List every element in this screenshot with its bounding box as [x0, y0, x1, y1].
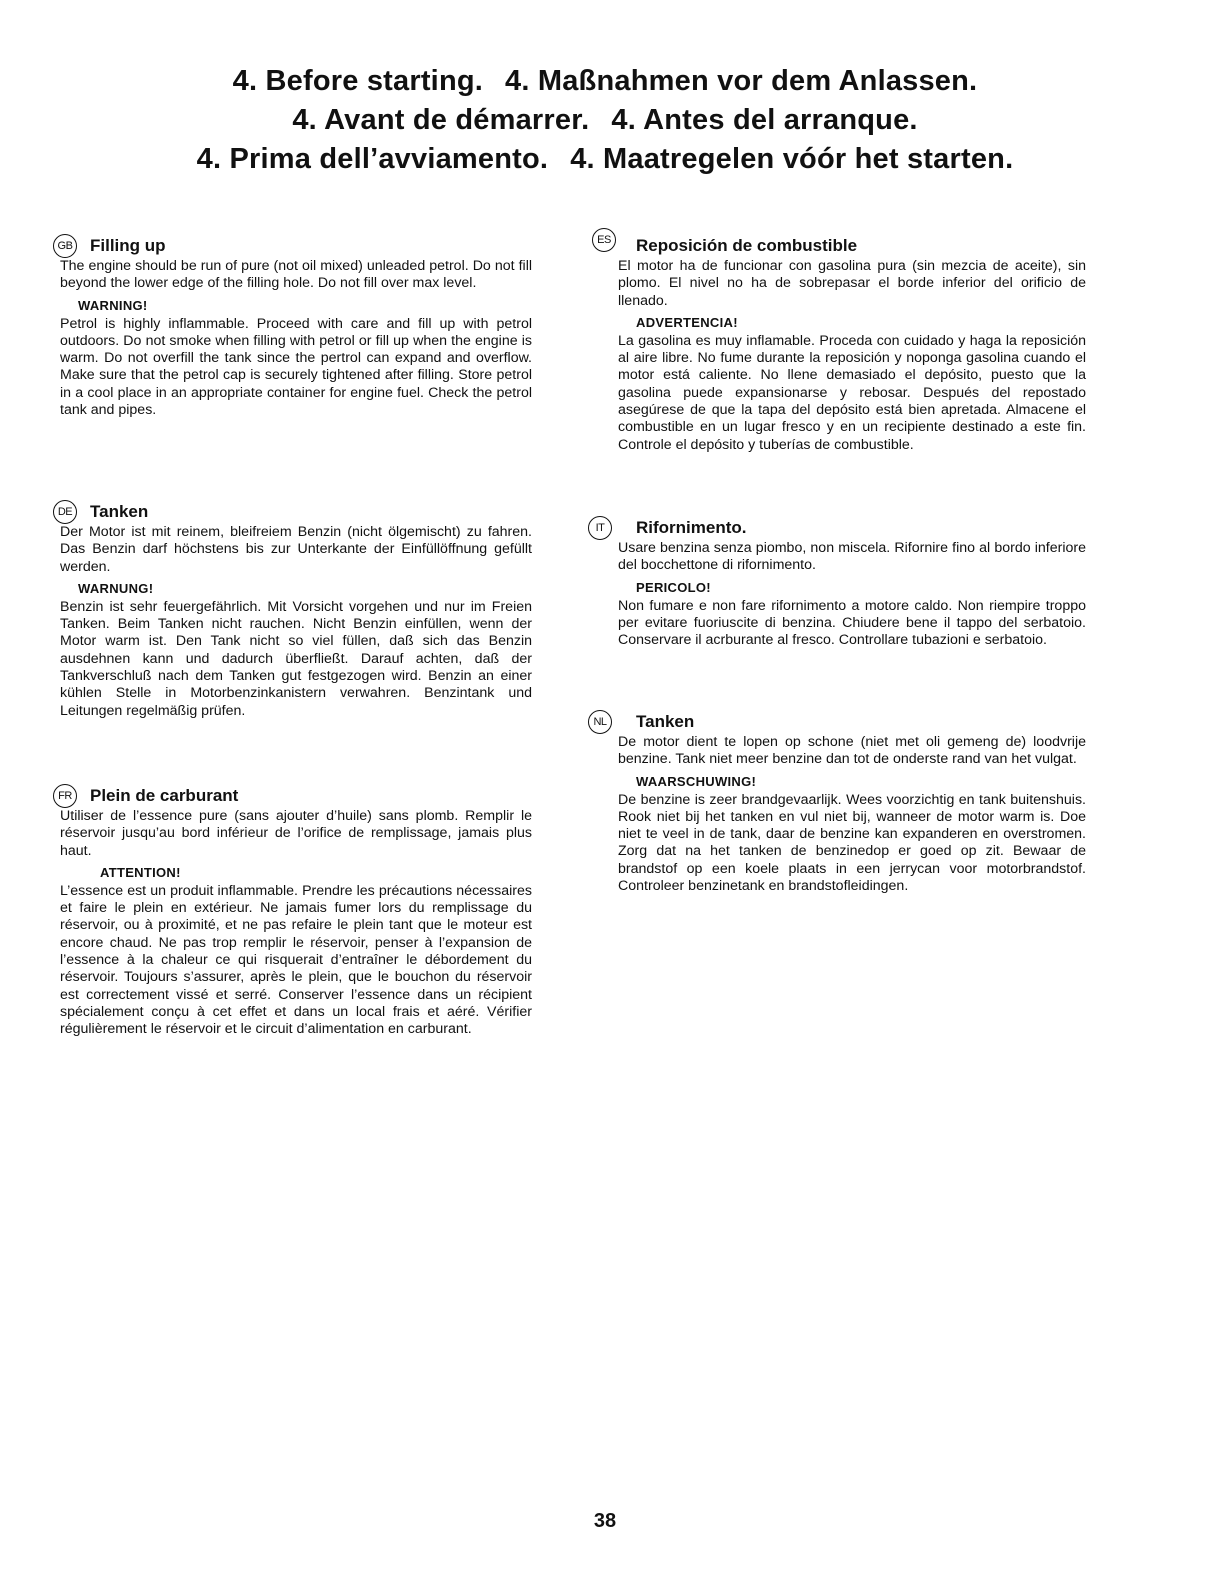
section-heading: Tanken [90, 502, 149, 521]
section-es [597, 234, 1086, 454]
warning-label: ADVERTENCIA! [636, 314, 738, 330]
warning-text: L’essence est un produit inflammable. Prendre les précautions nécessaires et faire le plein en extérieur. Ne jamais fumer lors du remplissage du réservoir, ou à proximité, et ne pas refaire le plein tant que le moteur est encore chaud. Ne pas trop remplir le réservoir, penser à l’expansion de l’essence à la chaleur ce qui risquerait d’entraîner le débordement du réservoir. Toujours s’assurer, après le plein, que le bouchon du réservoir est correctement vissé et serré. Conserver l’essence dans un récipient spécialement conçu à cet effet et dans un local frais et aéré. Vérifier régulièrement le réservoir et le circuit d’alimentation en carburant. [60, 882, 532, 1038]
header-title-fr: 4. Avant de démarrer. [292, 104, 590, 136]
section-title-gb [57, 234, 532, 258]
language-badge-es: ES [592, 228, 616, 252]
warning-text: Petrol is highly inflammable. Proceed with care and fill up with petrol outdoors. Do not smoke when filling with petrol or fill up when the engine is warm. Do not overfill the tank since the pertrol can expand and overflow. Make sure that the petrol cap is securely tightened after filling. Store petrol in a cool place in an appropriate container for engine fuel. Check the petrol tank and pipes. [60, 315, 532, 419]
section-intro: The engine should be run of pure (not oil mixed) unleaded petrol. Do not fill beyond the lower edge of the filling hole. Do not fill over max level. [60, 258, 532, 292]
header-line-1 [0, 62, 1210, 101]
section-heading: Reposición de combustible [636, 236, 858, 255]
section-heading: Rifornimento. [636, 518, 747, 537]
section-heading: Tanken [636, 712, 695, 731]
section-intro: Usare benzina senza piombo, non miscela. Rifornire fino al bordo inferiore del bocchettone di rifornimento. [618, 540, 1086, 574]
section-title-fr [60, 784, 532, 808]
section-intro: El motor ha de funcionar con gasolina pura (sin mezcia de aceite), sin plomo. El nivel no ha de sobrepasar el borde inferior del orificio de llenado. [618, 258, 1086, 309]
header-line-3 [0, 140, 1210, 179]
warning-text: Non fumare e non fare rifornimento a motore caldo. Non riempire troppo per evitare fuoriuscite di benzina. Chiudere bene il tappo del serbatoio. Conservare il acrburante al fresco. Controllare tubazioni e serbatoio. [618, 597, 1086, 649]
page-header [0, 62, 1210, 179]
section-gb [57, 234, 532, 419]
language-badge-fr: FR [53, 784, 77, 808]
section-intro: Der Motor ist mit reinem, bleifreiem Benzin (nicht ölgemischt) zu fahren. Das Benzin darf höchstens bis zur Unterkante der Einfüllöffnung gefüllt werden. [60, 524, 532, 575]
warning-label: WAARSCHUWING! [636, 773, 757, 789]
section-de [57, 500, 532, 720]
header-line-2 [0, 101, 1210, 140]
section-heading: Plein de carburant [90, 786, 239, 805]
section-intro: De motor dient te lopen op schone (niet met oli gemeng de) loodvrije benzine. Tank niet meer benzine dan tot de onderste rand van het vulgat. [618, 734, 1086, 768]
section-title-de [57, 500, 532, 524]
header-title-nl: 4. Maatregelen vóór het starten. [570, 143, 1014, 175]
language-badge-de: DE [53, 500, 77, 524]
header-title-es: 4. Antes del arranque. [611, 104, 918, 136]
warning-text: Benzin ist sehr feuergefährlich. Mit Vorsicht vorgehen und nur im Freien Tanken. Beim Tanken nicht rauchen. Nicht Benzin einfüllen, wenn der Motor warm ist. Den Tank nicht so viel füllen, daß sich das Benzin ausdehnen kann und dadurch überfließt. Darauf achten, daß der Tankverschluß nach dem Tanken gut festgezogen wird. Benzin an einer kühlen Stelle in Motorbenzinkanistern verwahren. Benzintank und Leitungen regelmäßig prüfen. [60, 598, 532, 719]
language-badge-it: IT [588, 516, 612, 540]
warning-label: ATTENTION! [100, 864, 181, 880]
header-title-gb: 4. Before starting. [232, 65, 484, 97]
section-title-it [595, 516, 1086, 540]
section-intro: Utiliser de l’essence pure (sans ajouter d’huile) sans plomb. Remplir le réservoir jusqu’au bord inférieur de l’orifice de remplissage, jamais plus haut. [60, 808, 532, 859]
section-title-nl [593, 710, 1086, 734]
warning-text: De benzine is zeer brandgevaarlijk. Wees voorzichtig en tank buitenshuis. Rook niet bij het tanken en vul niet bij, wanneer de motor warm is. Doe niet te veel in de tank, daar de benzine kan expanderen en overstromen. Zorg dat na het tanken de benzinedop er goed op zit. Bewaar de brandstof op een koele plaats in een jerrycan voor motorbrandstof. Controleer benzinetank en brandstofleidingen. [618, 791, 1086, 895]
section-heading: Filling up [90, 236, 166, 255]
language-badge-nl: NL [588, 710, 612, 734]
warning-label: WARNING! [78, 297, 148, 313]
page-number: 38 [593, 1510, 617, 1532]
warning-label: PERICOLO! [636, 579, 711, 595]
section-title-es [597, 234, 1086, 258]
section-it [595, 516, 1086, 649]
header-title-it: 4. Prima dell’avviamento. [196, 143, 549, 175]
warning-text: La gasolina es muy inflamable. Proceda con cuidado y haga la reposición al aire libre. No fume durante la reposición y noponga gasolina cuando el motor está caliente. No llene demasiado el depósito, puesto que la gasolina puede expansionarse y rebosar. Después del repostado asegúrese de que la tapa del depósito está bien apretada. Almacene el combustible en un lugar fresco y en un recipiente destinado a este fin. Controle el depósito y tuberías de combustible. [618, 332, 1086, 453]
section-fr [60, 784, 532, 1039]
language-badge-gb: GB [53, 234, 77, 258]
section-nl [593, 710, 1086, 895]
header-title-de: 4. Maßnahmen vor dem Anlassen. [505, 65, 978, 97]
warning-label: WARNUNG! [78, 580, 154, 596]
